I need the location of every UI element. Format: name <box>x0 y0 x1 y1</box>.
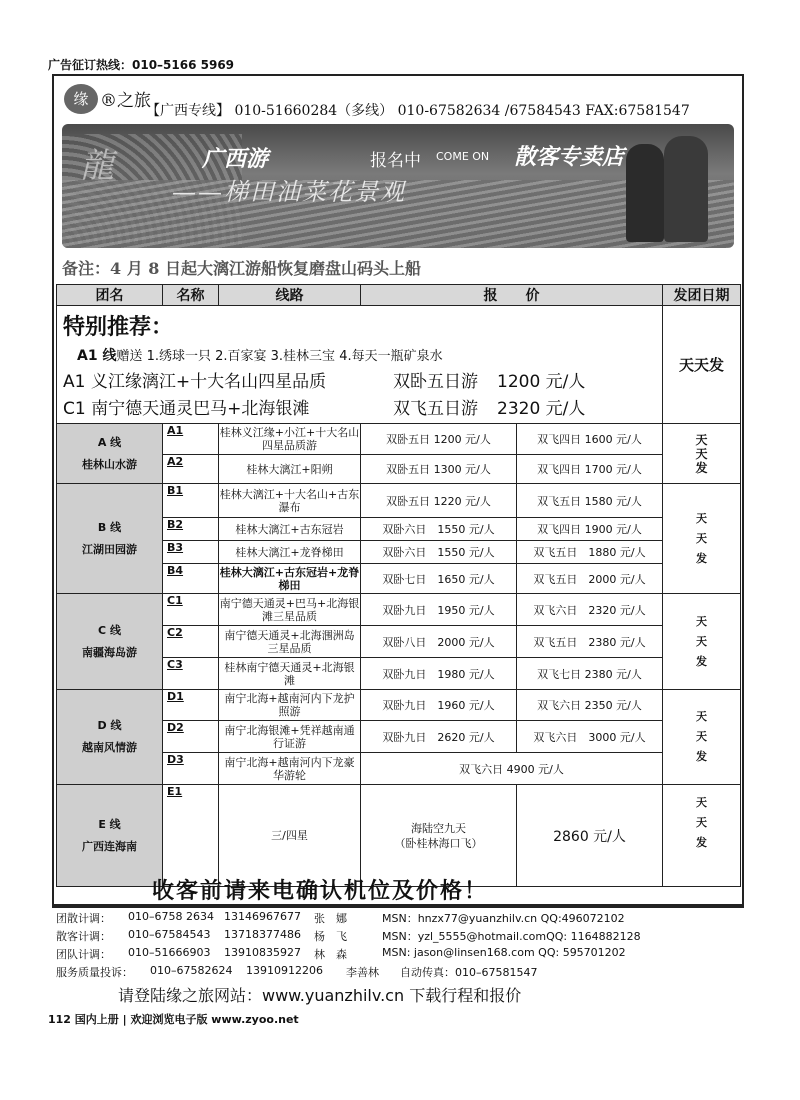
special-line-1: A1 义江缘漓江+十大名山四星品质 双卧五日游 1200 元/人 <box>63 372 586 392</box>
special-title: 特别推荐： <box>63 315 174 340</box>
contact-row: 散客计调： 010–67584543 13718377486 杨 飞 MSN：yzl_5555@hotmail.comQQ: 1164882128 <box>56 928 641 943</box>
banner-subtitle: ——梯田油菜花景观 <box>172 178 406 206</box>
group-b: B 线 江湖田园游 <box>57 484 163 594</box>
row-code: A2 <box>163 455 219 484</box>
row-price-sleeper: 双卧七日 1650 元/人 <box>361 564 517 594</box>
row-price-flight: 双飞五日 1580 元/人 <box>517 484 663 518</box>
special-departure: 天天发 <box>663 306 741 424</box>
row-route: 南宁北海银滩+凭祥越南通行证游 <box>219 721 361 753</box>
row-price-flight: 双飞六日 2320 元/人 <box>517 594 663 626</box>
banner-signup: 报名中 <box>370 151 421 171</box>
contact-row: 服务质量投诉： 010–67582624 13910912206 李善林 自动传真：010–67581547 <box>56 964 538 979</box>
row-code: B3 <box>163 541 219 564</box>
row-price-flight: 双飞五日 2000 元/人 <box>517 564 663 594</box>
person-silhouette <box>664 136 708 242</box>
departure-e: 天天发 <box>663 785 741 887</box>
row-price-sleeper: 双卧九日 1960 元/人 <box>361 690 517 721</box>
row-price-sleeper: 双卧九日 1950 元/人 <box>361 594 517 626</box>
row-price-sleeper: 双卧五日 1220 元/人 <box>361 484 517 518</box>
special-gift: A1 线赠送 1.绣球一只 2.百家宴 3.桂林三宝 4.每天一瓶矿泉水 <box>77 348 443 364</box>
page-footer: 112 国内上册 | 欢迎浏览电子版 www.zyoo.net <box>48 1013 299 1026</box>
row-code: D1 <box>163 690 219 721</box>
row-price-sleeper: 双卧五日 1300 元/人 <box>361 455 517 484</box>
row-price-sleeper: 双卧九日 2620 元/人 <box>361 721 517 753</box>
row-code: C1 <box>163 594 219 626</box>
header-price: 报 价 <box>361 285 663 306</box>
note-text: 备注：4 月 8 日起大漓江游船恢复磨盘山码头上船 <box>62 259 421 278</box>
group-d: D 线 越南风情游 <box>57 690 163 785</box>
banner-image <box>62 124 734 248</box>
logo-icon: 缘 <box>64 84 98 114</box>
row-code: B2 <box>163 518 219 541</box>
row-code: A1 <box>163 424 219 455</box>
banner-come-on: COME ON <box>436 150 490 163</box>
row-code: B1 <box>163 484 219 518</box>
departure-d: 天天发 <box>663 690 741 785</box>
ad-hotline: 广告征订热线：010–5166 5969 <box>48 58 235 72</box>
contact-row: 团队计调： 010–51666903 13910835927 林 森 MSN: jason@linsen168.com QQ: 595701202 <box>56 946 626 961</box>
row-price-sleeper: 双卧六日 1550 元/人 <box>361 518 517 541</box>
row-route: 南宁德天通灵+北海涠洲岛三星品质 <box>219 626 361 658</box>
row-price-sleeper: 双卧八日 2000 元/人 <box>361 626 517 658</box>
row-price-sleeper: 双卧六日 1550 元/人 <box>361 541 517 564</box>
divider <box>52 905 744 908</box>
row-route: 南宁德天通灵+巴马+北海银滩三星品质 <box>219 594 361 626</box>
row-route: 桂林大漓江+阳朔 <box>219 455 361 484</box>
row-code: E1 <box>163 785 219 887</box>
row-route: 桂林大漓江+古东冠岩+龙脊梯田 <box>219 565 360 592</box>
contact-row: 团散计调： 010–6758 2634 13146967677 张 娜 MSN：hnzx77@yuanzhilv.cn QQ:496072102 <box>56 910 625 925</box>
row-price-flight: 双飞五日 1880 元/人 <box>517 541 663 564</box>
header-departure: 发团日期 <box>663 285 741 306</box>
row-route: 桂林义江缘+小江+十大名山四星品质游 <box>219 424 361 455</box>
departure-b: 天天发 <box>663 484 741 594</box>
departure-c: 天天发 <box>663 594 741 690</box>
row-price-flight: 双飞六日 2350 元/人 <box>517 690 663 721</box>
website-link[interactable]: 请登陆缘之旅网站：www.yuanzhilv.cn 下载行程和报价 <box>118 986 522 1005</box>
logo-text: ®之旅 <box>100 91 151 111</box>
banner-title: 广西游 <box>202 146 269 172</box>
header-phones: 【广西专线】 010-51660284（多线） 010-67582634 /67584543 FAX:67581547 <box>146 103 690 119</box>
group-a: A 线 桂林山水游 <box>57 424 163 484</box>
row-price-merged: 双飞六日 4900 元/人 <box>361 753 663 785</box>
row-price-sleeper: 双卧五日 1200 元/人 <box>361 424 517 455</box>
row-route: 桂林大漓江+古东冠岩 <box>219 518 361 541</box>
row-route: 桂林大漓江+龙脊梯田 <box>219 541 361 564</box>
row-route: 桂林大漓江+十大名山+古东瀑布 <box>219 484 361 518</box>
row-code: C3 <box>163 658 219 690</box>
row-price-flight: 双飞四日 1900 元/人 <box>517 518 663 541</box>
group-c: C 线 南疆海岛游 <box>57 594 163 690</box>
row-code: C2 <box>163 626 219 658</box>
row-code: B4 <box>163 564 219 594</box>
header-name: 名称 <box>163 285 219 306</box>
departure-a: 天天发 <box>663 424 741 484</box>
row-price-flight: 双飞六日 3000 元/人 <box>517 721 663 753</box>
person-silhouette <box>626 144 664 242</box>
row-price-flight: 双飞四日 1600 元/人 <box>517 424 663 455</box>
banner-dragon-char: 龍 <box>80 146 114 186</box>
row-price-flight: 双飞七日 2380 元/人 <box>517 658 663 690</box>
row-price-detail: 海陆空九天 （卧桂林海口飞） <box>361 785 517 887</box>
confirm-notice: 收客前请来电确认机位及价格！ <box>152 879 489 904</box>
row-route: 南宁北海+越南河内下龙护照游 <box>219 690 361 721</box>
special-recommendation <box>57 306 663 424</box>
price-table <box>56 284 741 887</box>
header-group: 团名 <box>57 285 163 306</box>
special-line-2: C1 南宁德天通灵巴马+北海银滩 双飞五日游 2320 元/人 <box>63 399 586 419</box>
row-route: 三/四星 <box>219 785 361 887</box>
row-price-sleeper: 双卧九日 1980 元/人 <box>361 658 517 690</box>
row-price: 2860 元/人 <box>517 785 663 887</box>
row-route: 南宁北海+越南河内下龙豪华游轮 <box>219 753 361 785</box>
row-route: 桂林南宁德天通灵+北海银滩 <box>219 658 361 690</box>
group-e: E 线 广西连海南 <box>57 785 163 887</box>
row-price-flight: 双飞四日 1700 元/人 <box>517 455 663 484</box>
row-code: D3 <box>163 753 219 785</box>
row-price-flight: 双飞五日 2380 元/人 <box>517 626 663 658</box>
row-code: D2 <box>163 721 219 753</box>
header-route: 线路 <box>219 285 361 306</box>
banner-store: 散客专卖店 <box>514 144 625 170</box>
